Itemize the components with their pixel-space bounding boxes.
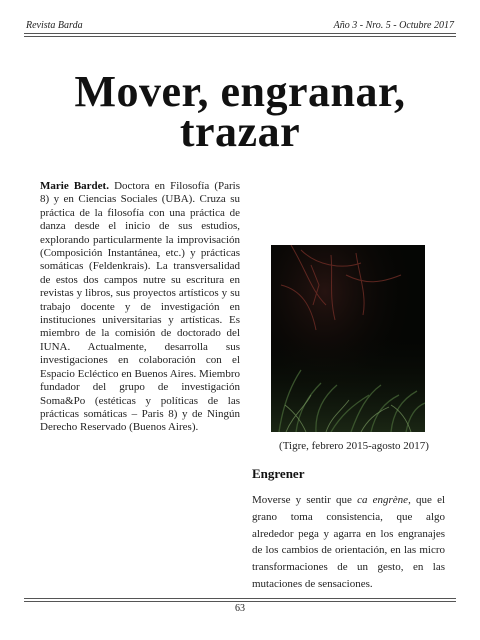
bio-text: Doctora en Filosofía (Paris 8) y en Ciencias Sociales (UBA). Cruza su práctica de la filosofía con una práctica de danza desde el inicio de sus estudios, explorando particularmente la improvisación (Composición Instantánea, etc.) y prácticas somáticas (Feldenkrais). La transversalidad de estos dos campos nutre su escritura en revistas y libros, sus proyectos artísticos y su trabajo docente y de investigación en instituciones universitarias y artísticas. Es miembro de la comisión de doctorado del IUNA. Actualmente, desarrolla sus investigaciones en colaboración con el Espacio Ecléctico en Buenos Aires. Miembro fundador del grupo de investigación Soma&Po (estéticas y políticas de las prácticas somáticas – Paris 8) y de Ningún Derecho Reservado (Buenos Aires). — [40, 180, 241, 434]
title-line-2: trazar — [179, 107, 301, 156]
night-vegetation-photo — [271, 245, 425, 432]
header-rule — [24, 33, 456, 37]
photo-caption: (Tigre, febrero 2015-agosto 2017) — [279, 440, 429, 452]
section-text-end: , que el grano toma consistencia, que algo alrededor pega y agarra en los engranajes de los cambios de orientación, en las micro transformaciones de un gesto, en las mutaciones de sensaciones. — [252, 494, 446, 590]
page-number: 63 — [235, 603, 245, 614]
author-bio — [40, 180, 240, 435]
section-heading: Engrener — [252, 466, 305, 481]
title-line-1: Mover, engranar, — [74, 67, 406, 116]
article-title — [24, 67, 456, 156]
author-name: Marie Bardet. — [40, 180, 109, 192]
section-paragraph — [252, 492, 445, 593]
section-text-italic: ca engrène — [357, 494, 409, 506]
section-text-start: Moverse y sentir que — [252, 494, 358, 506]
footer-rule — [24, 598, 456, 602]
issue-info: Año 3 - Nro. 5 - Octubre 2017 — [333, 20, 454, 31]
journal-name: Revista Barda — [26, 20, 83, 31]
